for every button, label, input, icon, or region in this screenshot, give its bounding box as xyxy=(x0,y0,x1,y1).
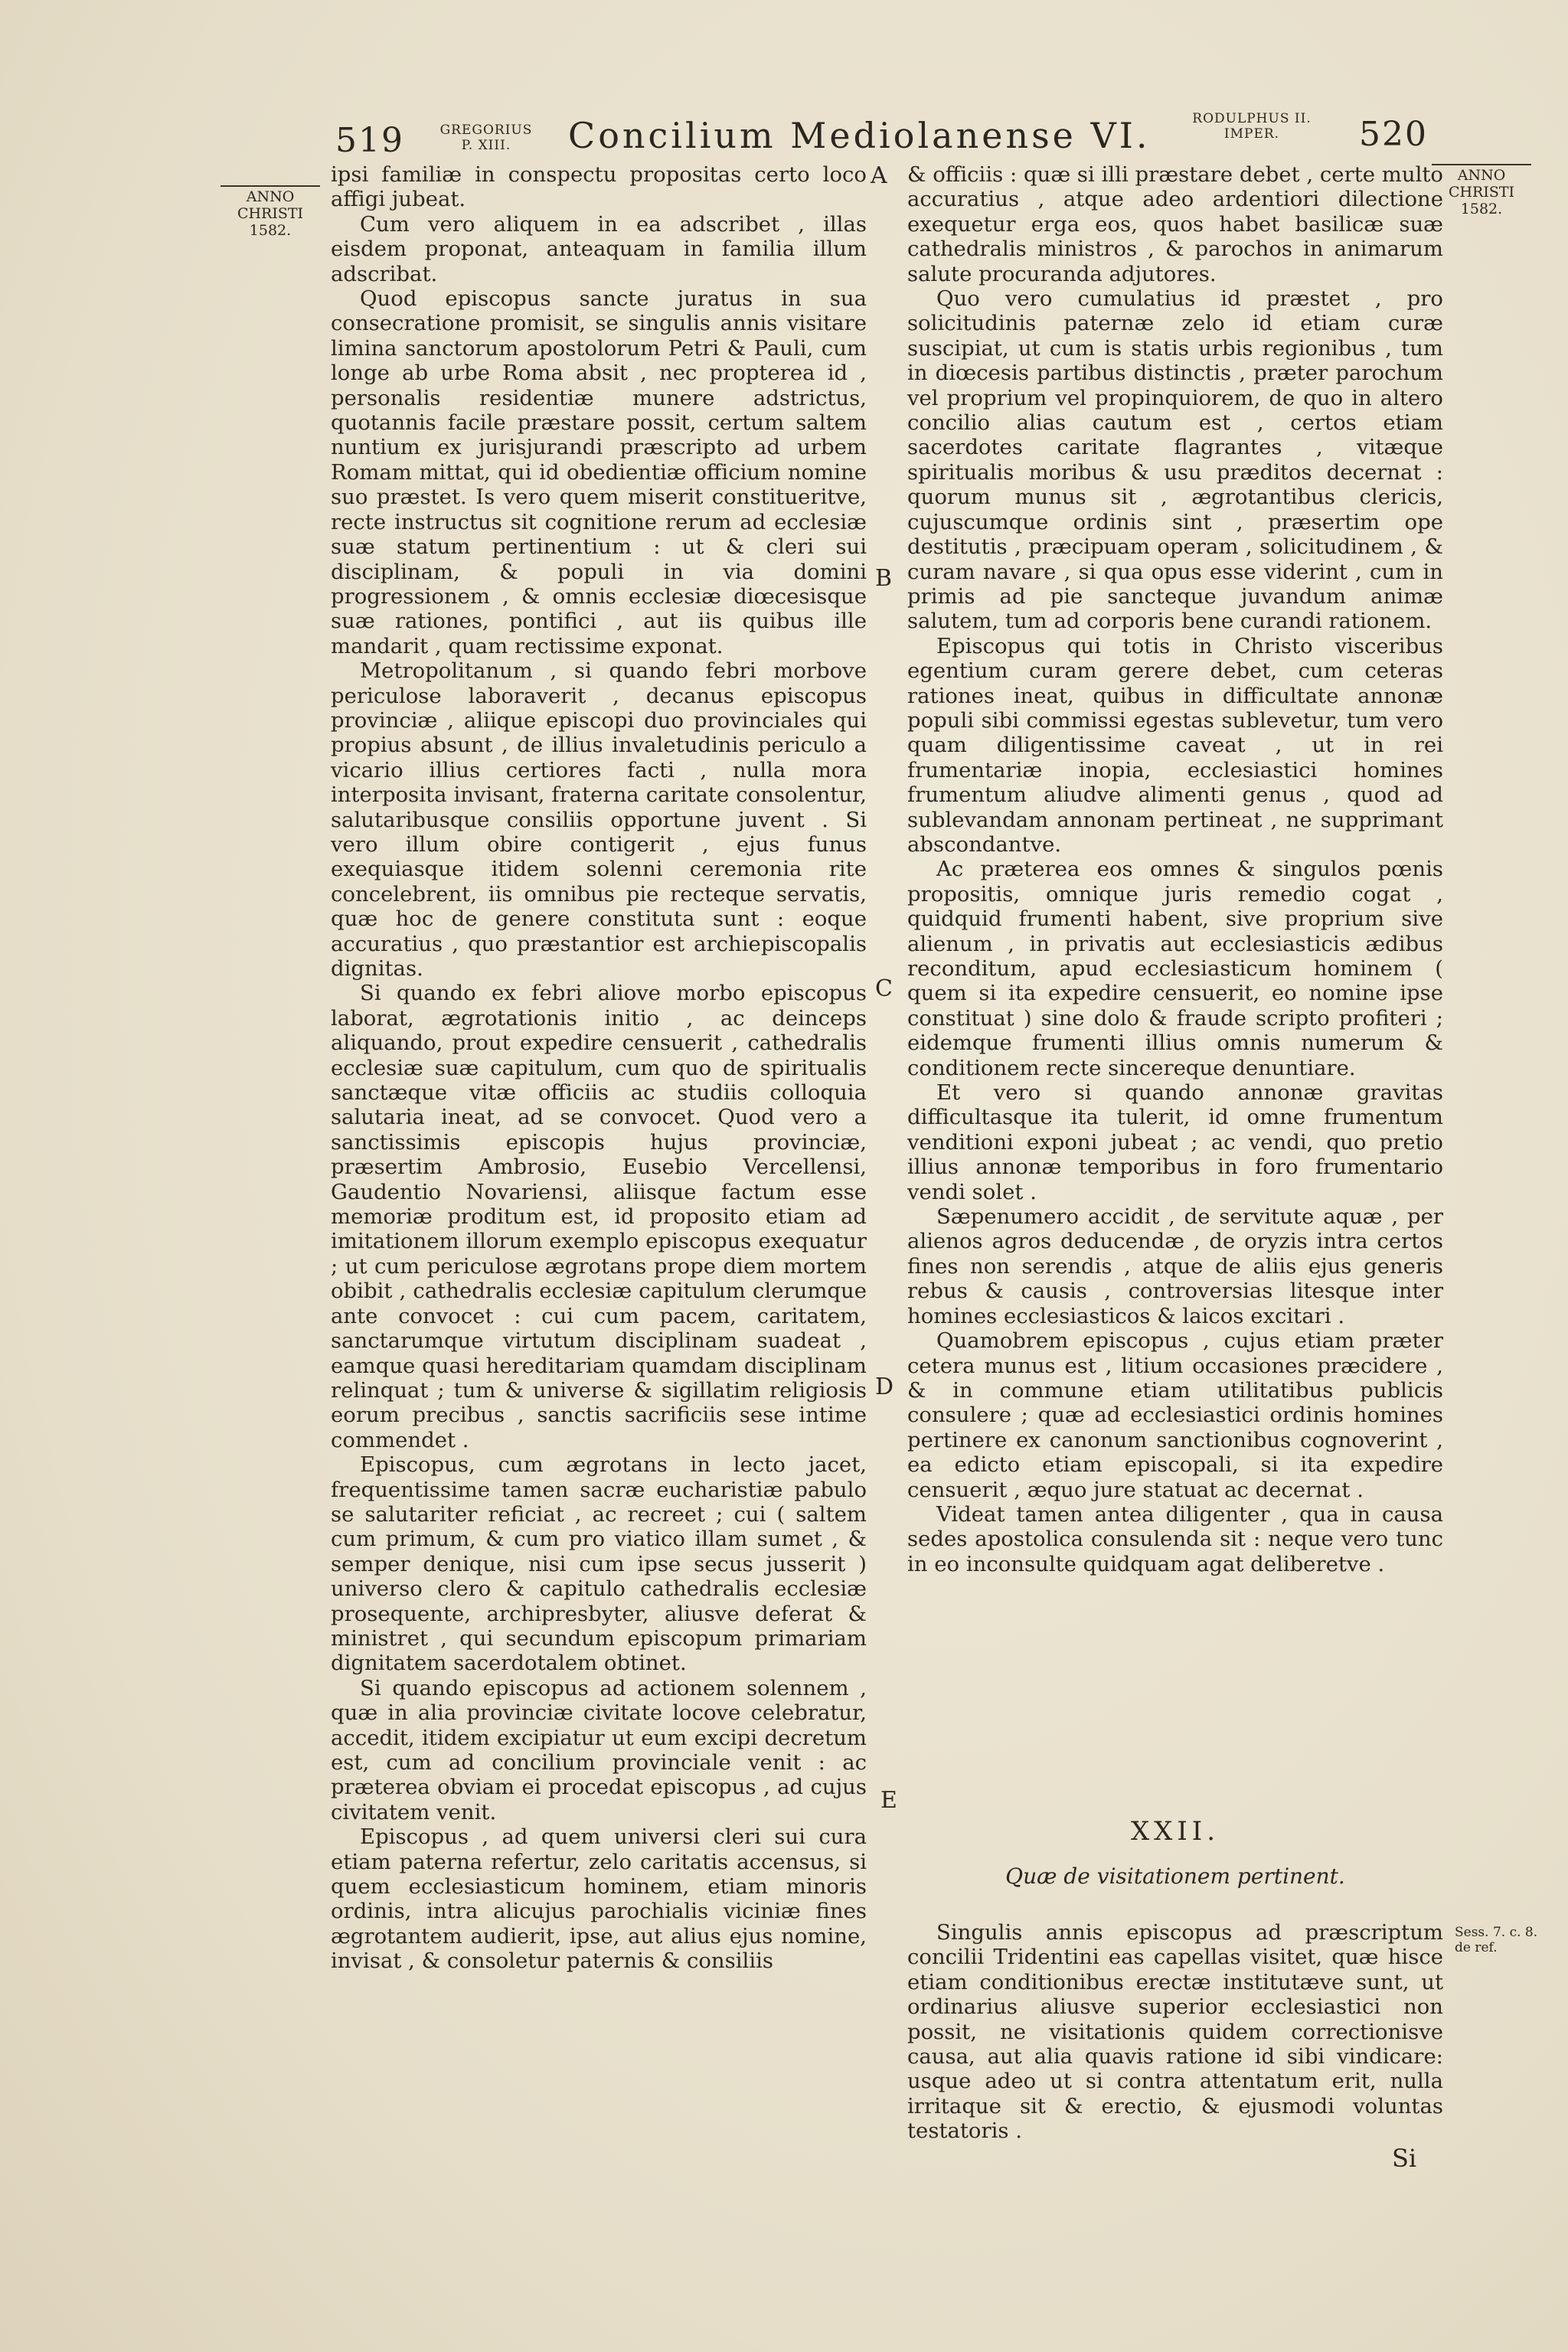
pope-name-line1: GREGORIUS xyxy=(439,122,533,138)
emperor-name-line1: RODULPHUS II. xyxy=(1192,111,1312,126)
reference-note-line1: Sess. 7. c. 8. xyxy=(1455,1925,1538,1940)
emperor-name-right xyxy=(1152,111,1351,142)
year-note-anno: ANNO xyxy=(220,185,320,205)
year-note-christi: CHRISTI xyxy=(237,205,304,222)
paragraph: Videat tamen antea diligenter , qua in causa sedes apostolica consulenda sit : neque vero tunc in eo inconsulte quidquam agat deliberetve . xyxy=(907,1501,1443,1576)
section-number: XXII. xyxy=(1130,1816,1220,1847)
right-column-text xyxy=(907,162,1443,1576)
paragraph: Episcopus qui totis in Christo visceribus egentium curam gerere debet, cum ceteras rationes ineat, quibus in difficultate annonæ populi sibi commissi egestas sublevetur, tum vero quam diligentissime caveat , ut in rei frumentariæ inopia, ecclesiastici homines frumentum aliudve alimenti genus , quod ad sublevandam annonam pertineat , ne supprimant abscondantve. xyxy=(907,633,1443,857)
paragraph: Episcopus, cum ægrotans in lecto jacet, frequentissime tamen sacræ eucharistiæ pabulo se salutariter reficiat , ac recreet ; cui ( saltem cum primum, & cum pro viatico illam sumet , & semper denique, nisi cum ipse secus jusserit ) universo clero & capitulo cathedralis ecclesiæ prosequente, archipresbyter, aliusve deferat & ministret , qui secundum episcopum primariam dignitatem sacerdotalem obtinet. xyxy=(331,1452,867,1676)
emperor-name-line2: IMPER. xyxy=(1223,126,1280,142)
reference-note-line2: de ref. xyxy=(1455,1940,1498,1955)
paragraph: Quo vero cumulatius id præstet , pro solicitudinis paternæ zelo id etiam curæ suscipiat, ut cum is statis urbis regionibus , tum in diœcesis partibus distinctis , præter parochum vel proprium vel propinquiorem, de quo in altero concilio alias cautum est , certos etiam sacerdotes caritate flagrantes , vitæque spiritualis moribus & usu præditos decernat : quorum munus sit , ægrotantibus clericis, cujuscumque ordinis sint , præsertim ope destitutis , præcipuam operam , solicitudinem , & curam navare , si qua opus esse viderint , cum in primis ad pie sancteque juvandum animæ salutem, tum ad corporis bene curandi rationem. xyxy=(907,286,1443,634)
year-note-anno-right: ANNO xyxy=(1432,164,1531,184)
page-number-right: 520 xyxy=(1359,115,1428,154)
year-note-christi-right: CHRISTI xyxy=(1448,184,1515,201)
paragraph: Episcopus , ad quem universi cleri sui cura etiam paterna refertur, zelo caritatis accensus, si quem ecclesiasticum hominem, etiam minoris ordinis, intra alicujus parochialis viciniæ fines ægrotantem audierit, ipse, aut alius ejus nomine, invisat , & consoletur paternis & consiliis xyxy=(331,1824,867,1974)
pope-name-line2: P. XIII. xyxy=(461,138,511,153)
left-column-text xyxy=(331,162,867,1974)
paragraph: ipsi familiæ in conspectu propositas certo loco affigi jubeat. xyxy=(331,162,867,212)
reference-note xyxy=(1455,1925,1547,1955)
year-note-year: 1582. xyxy=(249,222,292,239)
catchword: Si xyxy=(1392,2144,1417,2173)
year-note-left xyxy=(220,185,320,239)
page-number-left: 519 xyxy=(335,121,404,160)
paragraph: Ac præterea eos omnes & singulos pœnis propositis, omnique juris remedio cogat , quidquid frumenti habent, sive proprium sive alienum , in privatis aut ecclesiasticis ædibus reconditum, apud ecclesiasticum hominem ( quem si ita expedire censuerit, eo nomine ipse constituat ) sine dolo & fraude scripto profiteri ; eidemque frumenti illius omnis numerum & conditionem recte sincereque denuntiare. xyxy=(907,857,1443,1080)
section-letter-a: A xyxy=(871,162,887,189)
running-title: Concilium Mediolanense VI. xyxy=(568,115,1151,156)
paragraph: Cum vero aliquem in ea adscribet , illas eisdem proponat, anteaquam in familia illum adscribat. xyxy=(331,211,867,286)
section-title: Quæ de visitationem pertinent. xyxy=(1005,1864,1345,1889)
pope-name-left xyxy=(425,122,547,153)
paragraph: & officiis : quæ si illi præstare debet , certe multo accuratius , atque adeo ardentiori dilectione exequetur erga eos, quos habet basilicæ suæ cathedralis ministros , & parochos in animarum salute procuranda adjutores. xyxy=(907,162,1443,286)
paragraph: Si quando episcopus ad actionem solennem , quæ in alia provinciæ civitate locove celebratur, accedit, itidem excipiatur ut eum excipi decretum est, cum ad concilium provinciale venit : ac præterea obviam ei procedat episcopus , ad cujus civitatem venit. xyxy=(331,1675,867,1824)
paragraph: Sæpenumero accidit , de servitute aquæ , per alienos agros deducendæ , de oryzis intra certos fines non serendis , atque de aliis ejus generis rebus & causis , controversias litesque inter homines ecclesiasticos & laicos excitari . xyxy=(907,1204,1443,1328)
paragraph: Si quando ex febri aliove morbo episcopus laborat, ægrotationis initio , ac deinceps aliquando, prout expedire censuerit , cathedralis ecclesiæ suæ capitulum, cum quo de spiritualis sanctæque vitæ officiis ac studiis colloquia salutaria ineat, ad se convocet. Quod vero a sanctissimis episcopis hujus provinciæ, præsertim Ambrosio, Eusebio Vercellensi, Gaudentio Novariensi, aliisque factum esse memoriæ proditum est, id proposito etiam ad imitationem illorum exemplo episcopus exequatur ; ut cum periculose ægrotans prope diem mortem obibit , cathedralis ecclesiæ capitulum clerumque ante convocet : cui cum pacem, caritatem, sanctarumque virtutum disciplinam suadeat , eamque quasi hereditariam quamdam disciplinam relinquat ; tum & universe & sigillatim religiosis eorum precibus , sanctis sacrificiis sese intime commendet . xyxy=(331,981,867,1452)
paragraph: Quamobrem episcopus , cujus etiam præter cetera munus est , litium occasiones præcidere , & in commune etiam utilitatibus publicis consulere ; quæ ad ecclesiastici ordinis homines pertinere ex canonum sanctionibus cognoverint , ea edicto etiam episcopali, si ita expedire censuerit , æquo jure statuat ac decernat . xyxy=(907,1328,1443,1502)
paragraph: Singulis annis episcopus ad præscriptum concilii Tridentini eas capellas visitet, quæ hisce etiam conditionibus erectæ institutæve sunt, ut ordinarius aliusve superior ecclesiastici non possit, ne visitationis quidem correctionisve causa, aut alia quavis ratione id sibi vindicare: usque adeo ut si contra attentatum erit, nulla irritaque sit & erectio, & ejusmodi voluntas testatoris . xyxy=(907,1920,1443,2144)
section-letter-b: B xyxy=(875,565,893,592)
year-note-year-right: 1582. xyxy=(1460,201,1503,217)
paragraph: Et vero si quando annonæ gravitas difficultasque ita tulerit, id omne frumentum venditioni exponi jubeat ; ac vendi, quo pretio illius annonæ temporibus in foro frumentario vendi solet . xyxy=(907,1080,1443,1204)
year-note-right xyxy=(1432,164,1531,217)
section-letter-c: C xyxy=(875,975,893,1002)
paragraph: Metropolitanum , si quando febri morbove periculose laboraverit , decanus episcopus provinciæ , aliique episcopi duo provinciales qui propius absunt , de illius invaletudinis periculo a vicario illius certiores facti , nulla mora interposita invisant, fraterna caritate consolentur, salutaribusque consiliis opportune juvent . Si vero illum obire contigerit , ejus funus exequiasque itidem solenni ceremonia rite concelebrent, iis omnibus pie recteque servatis, quæ hoc de genere constituta sunt : eoque accuratius , quo præstantior est archiepiscopalis dignitas. xyxy=(331,658,867,981)
section-body xyxy=(907,1920,1443,2144)
section-letter-d: D xyxy=(875,1374,894,1400)
paragraph: Quod episcopus sancte juratus in sua consecratione promisit, se singulis annis visitare limina sanctorum apostolorum Petri & Pauli, cum longe ab urbe Roma absit , nec propterea id , personalis residentiæ munere adstrictus, quotannis facile præstare possit, certum saltem nuntium ex jurisjurandi præscripto ad urbem Romam mittat, qui id obedientiæ officium nomine suo præstet. Is vero quem miserit constitueritve, recte instructus sit cognitione rerum ad ecclesiæ suæ statum pertinentium : ut & cleri sui disciplinam, & populi in via domini progressionem , & omnis ecclesiæ diœcesisque suæ rationes, pontifici , aut iis quibus ille mandarit , quam rectissime exponat. xyxy=(331,286,867,658)
section-letter-e: E xyxy=(880,1787,897,1814)
